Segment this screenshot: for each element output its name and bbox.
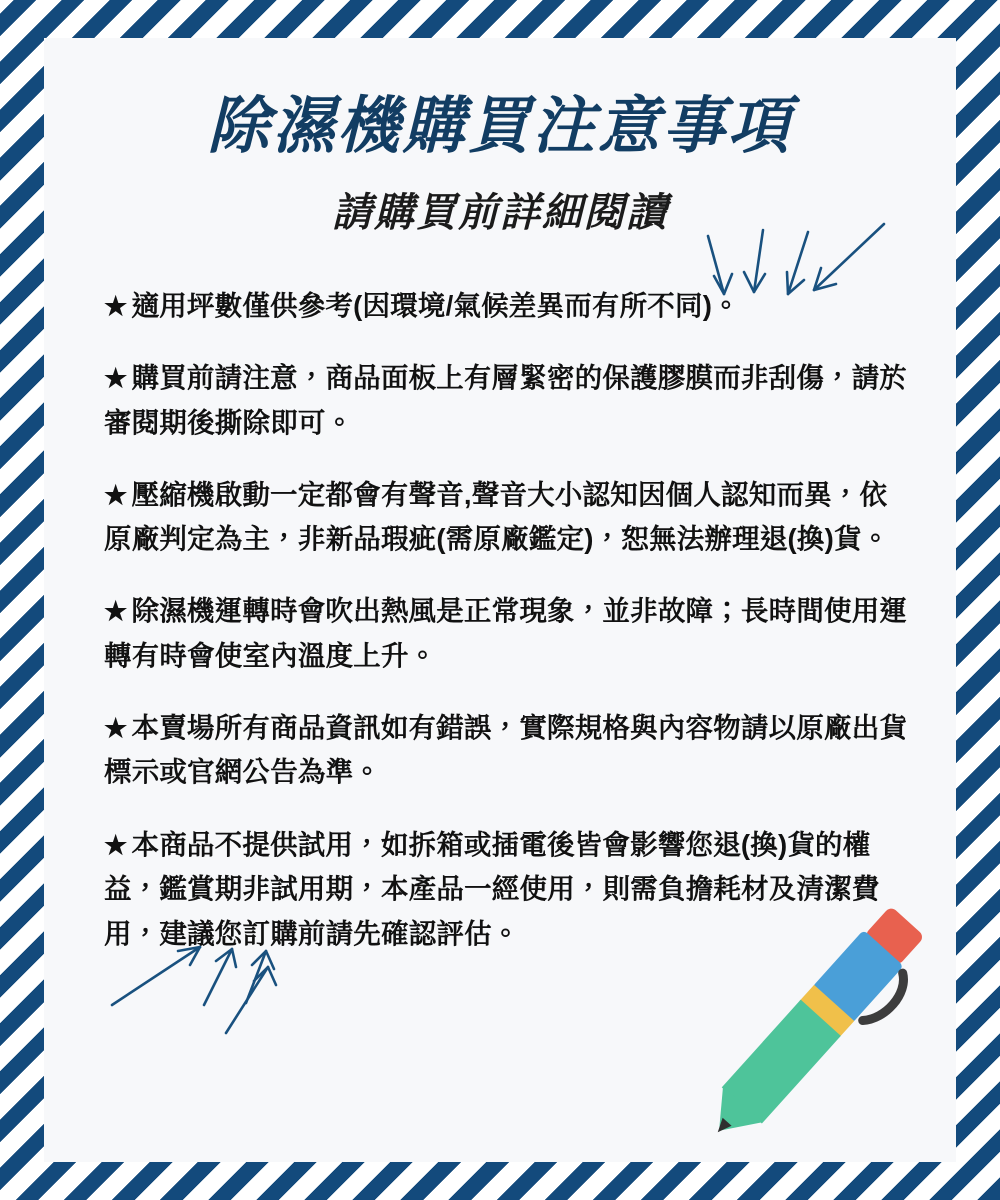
star-icon: ★ (104, 712, 128, 743)
notes-list (44, 284, 956, 956)
list-item (104, 706, 914, 795)
list-item (104, 473, 914, 562)
list-item-text: 本商品不提供試用，如拆箱或插電後皆會影響您退(換)貨的權益，鑑賞期非試用期，本產品一經使用，則需負擔耗材及清潔費用，建議您訂購前請先確認評估。 (104, 828, 880, 949)
notice-card (44, 38, 956, 1162)
header (44, 38, 956, 238)
star-icon: ★ (104, 291, 128, 322)
list-item-text: 除濕機運轉時會吹出熱風是正常現象，並非故障；長時間使用運轉有時會使室內溫度上升。 (104, 595, 908, 671)
page-subtitle: 請購買前詳細閱讀 (332, 191, 668, 236)
star-icon: ★ (104, 363, 128, 394)
list-item-text: 適用坪數僅供參考(因環境/氣候差異而有所不同)。 (131, 290, 740, 322)
list-item (104, 284, 914, 329)
list-item-text: 購買前請注意，商品面板上有層緊密的保護膠膜而非刮傷，請於審閱期後撕除即可。 (104, 362, 908, 438)
star-icon: ★ (104, 479, 128, 510)
page-title: 除濕機購買注意事項 (207, 92, 793, 161)
list-item (104, 356, 914, 445)
list-item-text: 本賣場所有商品資訊如有錯誤，實際規格與內容物請以原廠出貨標示或官網公告為準。 (104, 711, 908, 788)
list-item (104, 589, 914, 678)
list-item-text: 壓縮機啟動一定都會有聲音,聲音大小認知因個人認知而異，依原廠判定為主，非新品瑕疵(需原廠鑑定)，恕無法辦理退(換)貨。 (104, 478, 890, 555)
star-icon: ★ (104, 829, 128, 860)
pen-icon (662, 876, 956, 1162)
star-icon: ★ (104, 596, 128, 627)
